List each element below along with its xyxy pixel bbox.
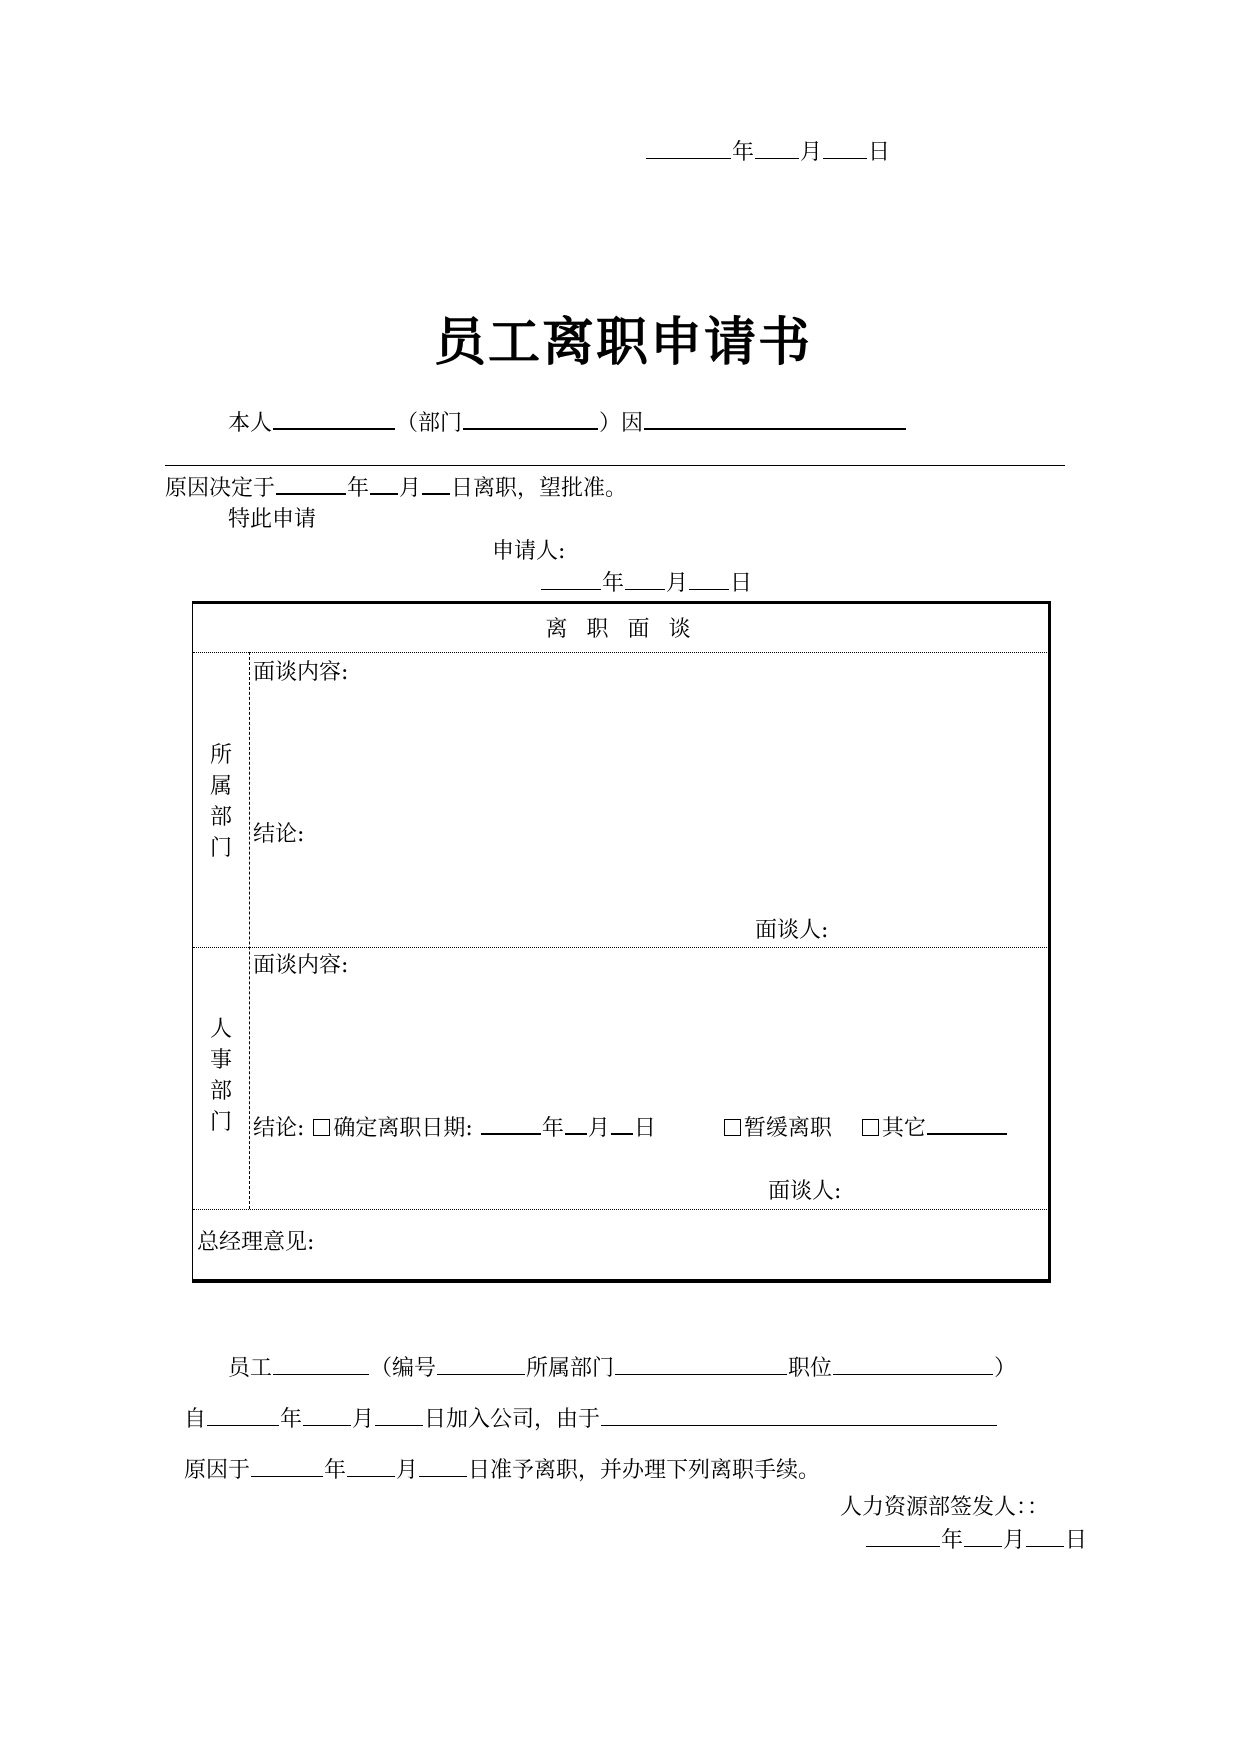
leave-year-label: 年 <box>347 476 370 501</box>
leave-month-label: 月 <box>399 476 422 501</box>
confirm-year-label: 年 <box>541 1116 564 1141</box>
approval-line-1 <box>228 1354 1016 1383</box>
section1-conclusion-label: 结论: <box>253 822 305 847</box>
section2-interviewer-label: 面谈人: <box>768 1179 842 1204</box>
hr-signer-text: 人力资源部签发人：： <box>840 1495 1050 1520</box>
confirm-month-label: 月 <box>587 1116 610 1141</box>
approve-year-label: 年 <box>324 1458 347 1483</box>
hr-sign-date <box>865 1526 1087 1555</box>
hr-year-label: 年 <box>941 1528 964 1553</box>
applicant-date <box>540 569 752 598</box>
gm-opinion-label: 总经理意见: <box>197 1230 315 1255</box>
employee-label: 员工 <box>228 1356 273 1381</box>
join-month-label: 月 <box>352 1407 375 1432</box>
hr-year-blank[interactable] <box>866 1526 940 1547</box>
confirm-year-blank[interactable] <box>481 1113 541 1135</box>
applicant-label: 申请人: <box>492 539 566 564</box>
position-blank[interactable] <box>833 1354 993 1375</box>
confirm-day-blank[interactable] <box>611 1113 633 1135</box>
leave-suffix: 日离职，望批准。 <box>451 476 628 501</box>
section1-interviewer-label: 面谈人: <box>755 918 829 943</box>
approve-day-blank[interactable] <box>419 1456 467 1477</box>
month-blank[interactable] <box>755 138 799 159</box>
month-label: 月 <box>800 140 823 165</box>
join-year-blank[interactable] <box>207 1405 279 1426</box>
dept-close: ）因 <box>599 411 644 436</box>
approval-line-3 <box>184 1456 820 1485</box>
applicant-year-label: 年 <box>602 571 625 596</box>
reason-suffix: 日准予离职，并办理下列离职手续。 <box>468 1458 821 1483</box>
application-line-1 <box>228 408 907 438</box>
year-blank[interactable] <box>646 138 731 159</box>
join-month-blank[interactable] <box>303 1405 351 1426</box>
other-label: 其它 <box>881 1116 926 1141</box>
join-prefix: 自 <box>184 1407 207 1432</box>
section1-content-label: 面谈内容: <box>253 660 349 685</box>
interview-header: 离 职 面 谈 <box>545 617 697 642</box>
applicant-day-blank[interactable] <box>689 569 729 590</box>
section2-label: 人事部门 <box>209 1017 232 1135</box>
employee-blank[interactable] <box>273 1354 369 1375</box>
decide-label: 原因决定于 <box>165 476 276 501</box>
postpone-label: 暂缓离职 <box>743 1116 832 1141</box>
reason-blank[interactable] <box>644 408 906 430</box>
confirm-month-blank[interactable] <box>565 1113 587 1135</box>
approval-dept-blank[interactable] <box>615 1354 787 1375</box>
confirm-label: 确定离职日期: <box>333 1116 473 1141</box>
close-paren: ） <box>994 1356 1017 1381</box>
section1-divider <box>193 947 1047 948</box>
year-label: 年 <box>732 140 755 165</box>
applicant-year-blank[interactable] <box>541 569 601 590</box>
leave-day-blank[interactable] <box>422 473 450 495</box>
section2-conclusion-row <box>253 1113 1008 1143</box>
approve-month-label: 月 <box>396 1458 419 1483</box>
applicant-month-label: 月 <box>666 571 689 596</box>
top-date <box>645 138 890 167</box>
section2-conclusion-label: 结论: <box>253 1116 305 1141</box>
hr-day-label: 日 <box>1065 1528 1088 1553</box>
name-blank[interactable] <box>273 408 395 430</box>
number-blank[interactable] <box>437 1354 525 1375</box>
confirm-checkbox[interactable] <box>313 1119 330 1136</box>
reason-underline <box>165 465 1065 466</box>
hr-month-label: 月 <box>1003 1528 1026 1553</box>
approve-month-blank[interactable] <box>347 1456 395 1477</box>
reason-prefix: 原因于 <box>184 1458 251 1483</box>
join-day-blank[interactable] <box>375 1405 423 1426</box>
join-mid: 日加入公司，由于 <box>424 1407 601 1432</box>
interview-table <box>192 601 1051 1283</box>
column-divider <box>249 652 250 1209</box>
confirm-day-label: 日 <box>633 1116 656 1141</box>
hr-month-blank[interactable] <box>964 1526 1002 1547</box>
hr-day-blank[interactable] <box>1026 1526 1064 1547</box>
join-reason-blank[interactable] <box>601 1405 997 1426</box>
application-line-2 <box>165 473 627 503</box>
other-blank[interactable] <box>927 1113 1007 1135</box>
special-request: 特此申请 <box>228 507 317 532</box>
number-label: （编号 <box>370 1356 437 1381</box>
applicant-month-blank[interactable] <box>625 569 665 590</box>
join-year-label: 年 <box>280 1407 303 1432</box>
hr-signer-label <box>840 1494 1049 1522</box>
applicant-day-label: 日 <box>730 571 753 596</box>
leave-month-blank[interactable] <box>370 473 398 495</box>
approve-year-blank[interactable] <box>251 1456 323 1477</box>
leave-year-blank[interactable] <box>276 473 346 495</box>
day-blank[interactable] <box>823 138 867 159</box>
approval-line-2 <box>184 1405 998 1434</box>
approval-dept-label: 所属部门 <box>526 1356 615 1381</box>
page-title: 员工离职申请书 <box>434 313 813 373</box>
section2-divider <box>193 1209 1047 1210</box>
header-divider <box>193 652 1047 653</box>
dept-blank[interactable] <box>463 408 598 430</box>
section1-label: 所属部门 <box>209 743 232 861</box>
postpone-checkbox[interactable] <box>724 1119 741 1136</box>
dept-open: （部门 <box>396 411 463 436</box>
other-checkbox[interactable] <box>862 1119 879 1136</box>
day-label: 日 <box>868 140 891 165</box>
position-label: 职位 <box>788 1356 833 1381</box>
self-label: 本人 <box>228 411 273 436</box>
section2-content-label: 面谈内容: <box>253 953 349 978</box>
